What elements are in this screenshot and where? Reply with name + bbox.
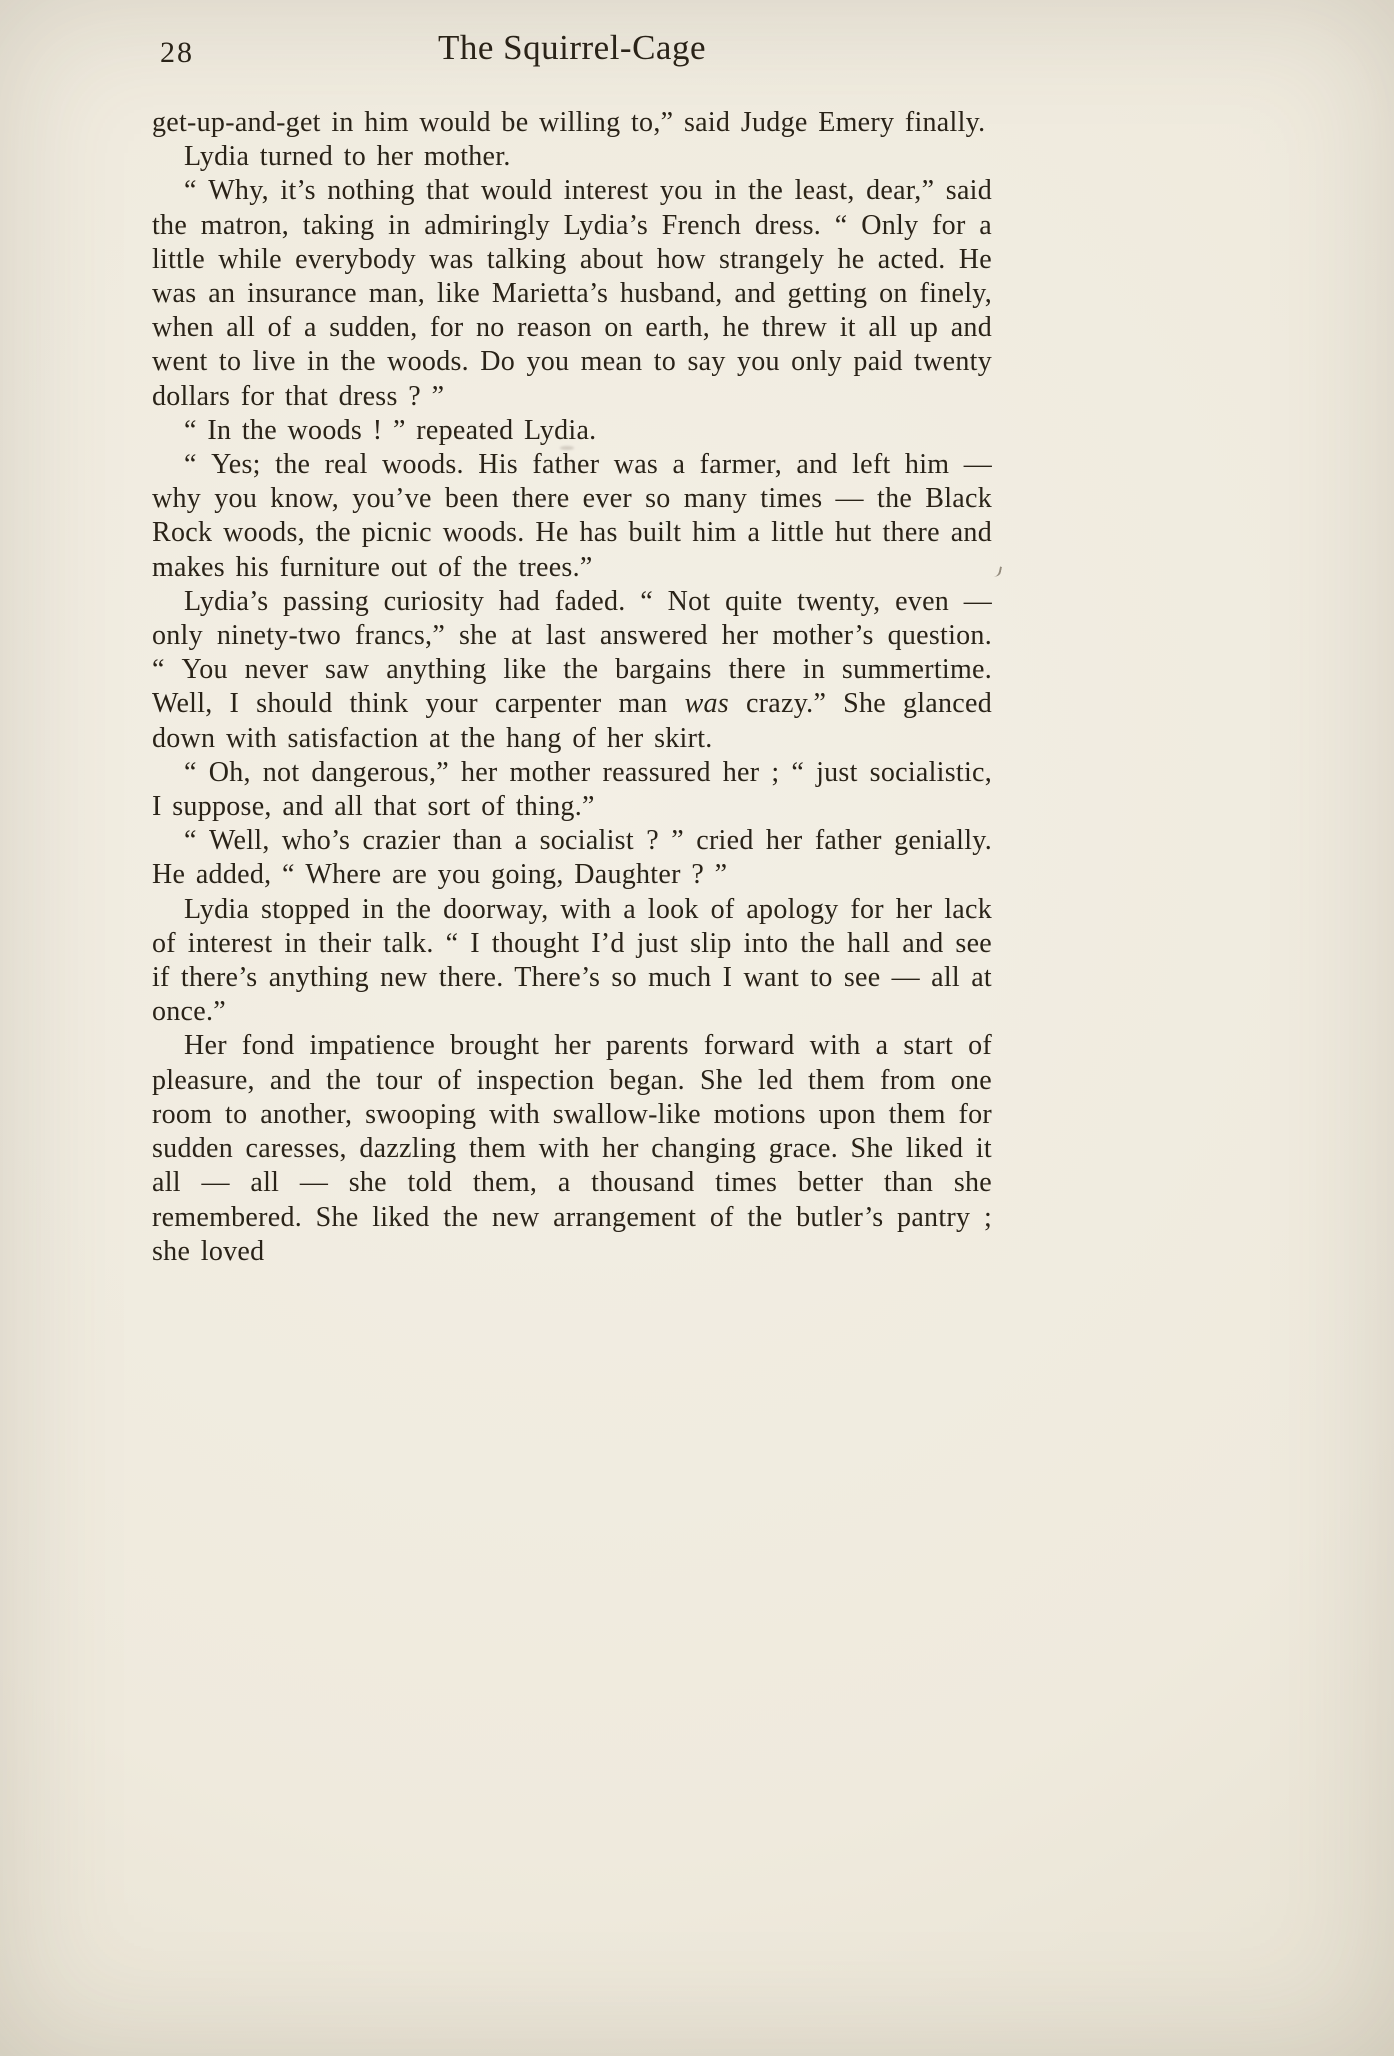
paragraph [152, 756, 992, 824]
paragraph [152, 448, 992, 585]
text-run: Lydia stopped in the doorway, with a look of apology for her lack of interest in their talk. “ I thought I’d just slip into the hall and see if there’s anything new there. There’s so much I want to see — all at once.” [152, 893, 992, 1028]
paragraph [152, 1029, 992, 1268]
paragraph [152, 824, 992, 892]
text-run: get-up-and-get in him would be willing to,” said Judge Emery finally. [152, 107, 986, 138]
text-run: “ In the woods ! ” repeated Lydia. [184, 414, 597, 446]
scan-artifact [993, 565, 1002, 577]
paragraph [152, 893, 992, 1030]
paragraph [152, 140, 992, 174]
text-column [152, 28, 992, 1269]
text-run: “ Well, who’s crazier than a socialist ? ” cried her father genially. He added, “ Where are you going, Daughter ? ” [152, 825, 992, 891]
text-run: Lydia turned to her mother. [184, 141, 511, 173]
text-run: Lydia’s passing curiosity had faded. “ Not quite twenty, even — only ninety-two francs,” she at last answered her mother’s question. “ You never saw anything like the bargains there in summertime. Well, I should think your carpenter man [152, 585, 992, 720]
paragraph [152, 414, 992, 448]
text-run: “ Oh, not dangerous,” her mother reassured her ; “ just socialistic, I suppose, and all that sort of thing.” [152, 756, 992, 823]
body-text [152, 106, 992, 1269]
text-run: “ Yes; the real woods. His father was a farmer, and left him — why you know, you’ve been there ever so many times — the Black Rock woods, the picnic woods. He has built him a little hut there and makes his furniture out of the trees.” [152, 449, 992, 583]
text-run: crazy.” She glanced down with satisfaction at the hang of her skirt. [152, 688, 992, 754]
text-run: was [684, 688, 729, 720]
text-run: Her fond impatience brought her parents forward with a start of pleasure, and the tour of inspection began. She led them from one room to another, swooping with swallow-like motions upon them for sudden caresses, dazzling them with her changing grace. She liked it all — all — she told them, a thousand times better than she remembered. She liked the new arrangement of the butler’s pantry ; she loved [152, 1030, 992, 1267]
text-run: “ Why, it’s nothing that would interest you in the least, dear,” said the matron, taking in admiringly Lydia’s French dress. “ Only for a little while everybody was talking about how strangely he acted. He was an insurance man, like Marietta’s husband, and getting on finely, when all of a sudden, for no reason on earth, he threw it all up and went to live in the woods. Do you mean to say you only paid twenty dollars for that dress ? ” [152, 175, 992, 412]
scan-artifact [560, 446, 574, 450]
paragraph [152, 585, 992, 756]
paragraph [152, 106, 992, 140]
page-number: 28 [160, 36, 194, 69]
running-title: The Squirrel-Cage [438, 28, 706, 67]
running-head [152, 28, 992, 80]
paragraph [152, 174, 992, 413]
